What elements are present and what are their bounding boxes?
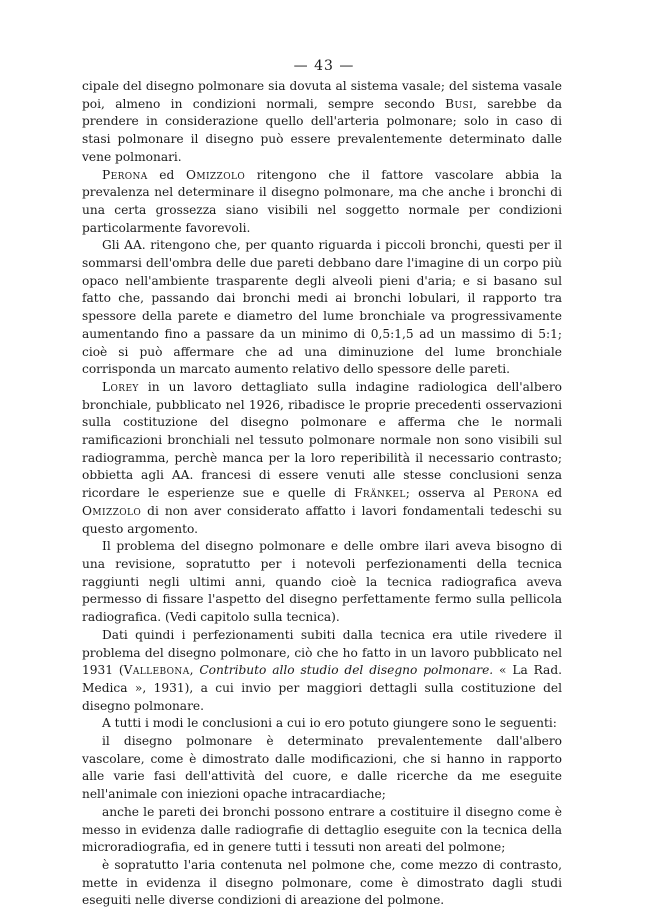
page-number: — 43 — xyxy=(293,58,355,74)
conclusion-text: anche le pareti dei bronchi possono entrare a costituire il disegno come è messo in evidenza dalle radiografie di dettaglio eseguite con la tecnica della microradiografia, ed in genere tutti i tessuti non areati del polmone; xyxy=(82,804,562,855)
paragraph-7 xyxy=(82,715,562,733)
paragraph-text: Il problema del disegno polmonare e delle ombre ilari aveva bisogno di una revisione, sopratutto per i notevoli perfezionamenti della tecnica raggiunti negli ultimi anni, quando cioè la tecnica radiografica aveva permesso di fissare l'aspetto del disegno perfettamente fermo sulla pellicola radiografica. (Vedi capitolo sulla tecnica). xyxy=(82,539,562,625)
paragraph-text: in un lavoro dettagliato sulla indagine radiologica dell'albero bronchiale, pubblicato nel 1926, ribadisce le proprie precedenti osservazioni sulla costituzione del disegno polmonare e afferma che le normali ramificazioni bronchiali nel tessuto polmonare normale non sono visibili sul radiogramma, perchè manca per la loro reperibilità il necessario contrasto; obbietta agli AA. francesi di essere venuti alle stesse conclusioni senza ricordare le esperienze sue e quelle di xyxy=(82,379,562,501)
punctuation: , xyxy=(189,663,200,678)
conjunction: ed xyxy=(538,486,562,501)
paragraph-2 xyxy=(82,167,562,238)
author-name: Perona xyxy=(492,486,539,501)
paragraph-6 xyxy=(82,627,562,716)
conclusion-item xyxy=(82,804,562,857)
paragraph-text: ritengono che il fattore vascolare abbia la prevalenza nel determinare il disegno polmonare, ma che anche i bronchi di una certa grossezza siano visibili nel soggetto normale per condizioni particolarmente favorevoli. xyxy=(82,167,562,235)
conclusion-text: il disegno polmonare è determinato prevalentemente dall'albero vascolare, come è dimostrato dalle modificazioni, che si hanno in rapporto alle varie fasi dell'attività del cuore, e dalle ricerche da me eseguite nell'animale con iniezioni opache intracardiache; xyxy=(82,734,562,802)
conjunction: ed xyxy=(147,167,186,182)
paragraph-text: Dati quindi i perfezionamenti subiti dalla tecnica era utile rivedere il problema del disegno polmonare, ciò che ho fatto in un lavoro pubblicato nel 1931 ( xyxy=(82,627,562,678)
conclusion-text: è sopratutto l'aria contenuta nel polmone che, come mezzo di contrasto, mette in evidenza il disegno polmonare, come è dimostrato dagli studi eseguiti nelle diverse condizioni di areazione del polmone. xyxy=(82,857,562,908)
author-name: Vallebona xyxy=(123,663,190,678)
author-name: Omizzolo xyxy=(185,167,246,182)
paragraph-text: ; osserva al xyxy=(405,486,493,501)
paragraph-5 xyxy=(82,538,562,627)
paragraph-text: « La Rad. Medica », 1931), a cui invio per maggiori dettagli sulla costituzione del disegno polmonare. xyxy=(82,663,563,713)
paragraph-text: di non aver considerato affatto i lavori fondamentali tedeschi su questo argomento. xyxy=(82,503,562,536)
paragraph-1 xyxy=(82,78,562,167)
author-name: Lorey xyxy=(102,379,139,394)
paragraph-4 xyxy=(82,379,562,538)
paragraph-text: A tutti i modi le conclusioni a cui io ero potuto giungere sono le seguenti: xyxy=(102,716,557,731)
conclusion-item xyxy=(82,733,562,804)
paragraph-text: , sarebbe da prendere in considerazione quello dell'arteria polmonare; solo in caso di stasi polmonare il disegno può essere prevalentemente determinato dalle vene polmonari. xyxy=(82,96,562,164)
paragraph-3 xyxy=(82,237,562,379)
author-name: Omizzolo xyxy=(82,503,142,518)
paragraph-text: Gli AA. ritengono che, per quanto riguarda i piccoli bronchi, questi per il sommarsi dell'ombra delle due pareti debbano dare l'imagine di un corpo più opaco nell'ambiente trasparente degli alveoli pieni d'aria; e si basano sul fatto che, passando dai bronchi medi ai bronchi lobulari, il rapporto tra spessore della parete e diametro del lume bronchiale va progressivamente aumentando fino a passare da un minimo di 0,5:1,5 ad un massimo di 5:1; cioè si può affermare che ad una diminuzione del lume bronchiale corrisponda un marcato aumento relativo dello spessore delle pareti. xyxy=(82,238,562,377)
author-name: Busi xyxy=(445,96,474,111)
body-text xyxy=(82,78,562,910)
conclusion-item xyxy=(82,857,562,910)
paragraph-text: cipale del disegno polmonare sia dovuta al sistema vasale; del sistema vasale poi, almeno in condizioni normali, sempre secondo xyxy=(82,79,562,111)
author-name: Perona xyxy=(102,167,148,182)
cited-title: Contributo allo studio del disegno polmonare. xyxy=(199,663,494,678)
author-name: Fränkel xyxy=(354,486,406,501)
